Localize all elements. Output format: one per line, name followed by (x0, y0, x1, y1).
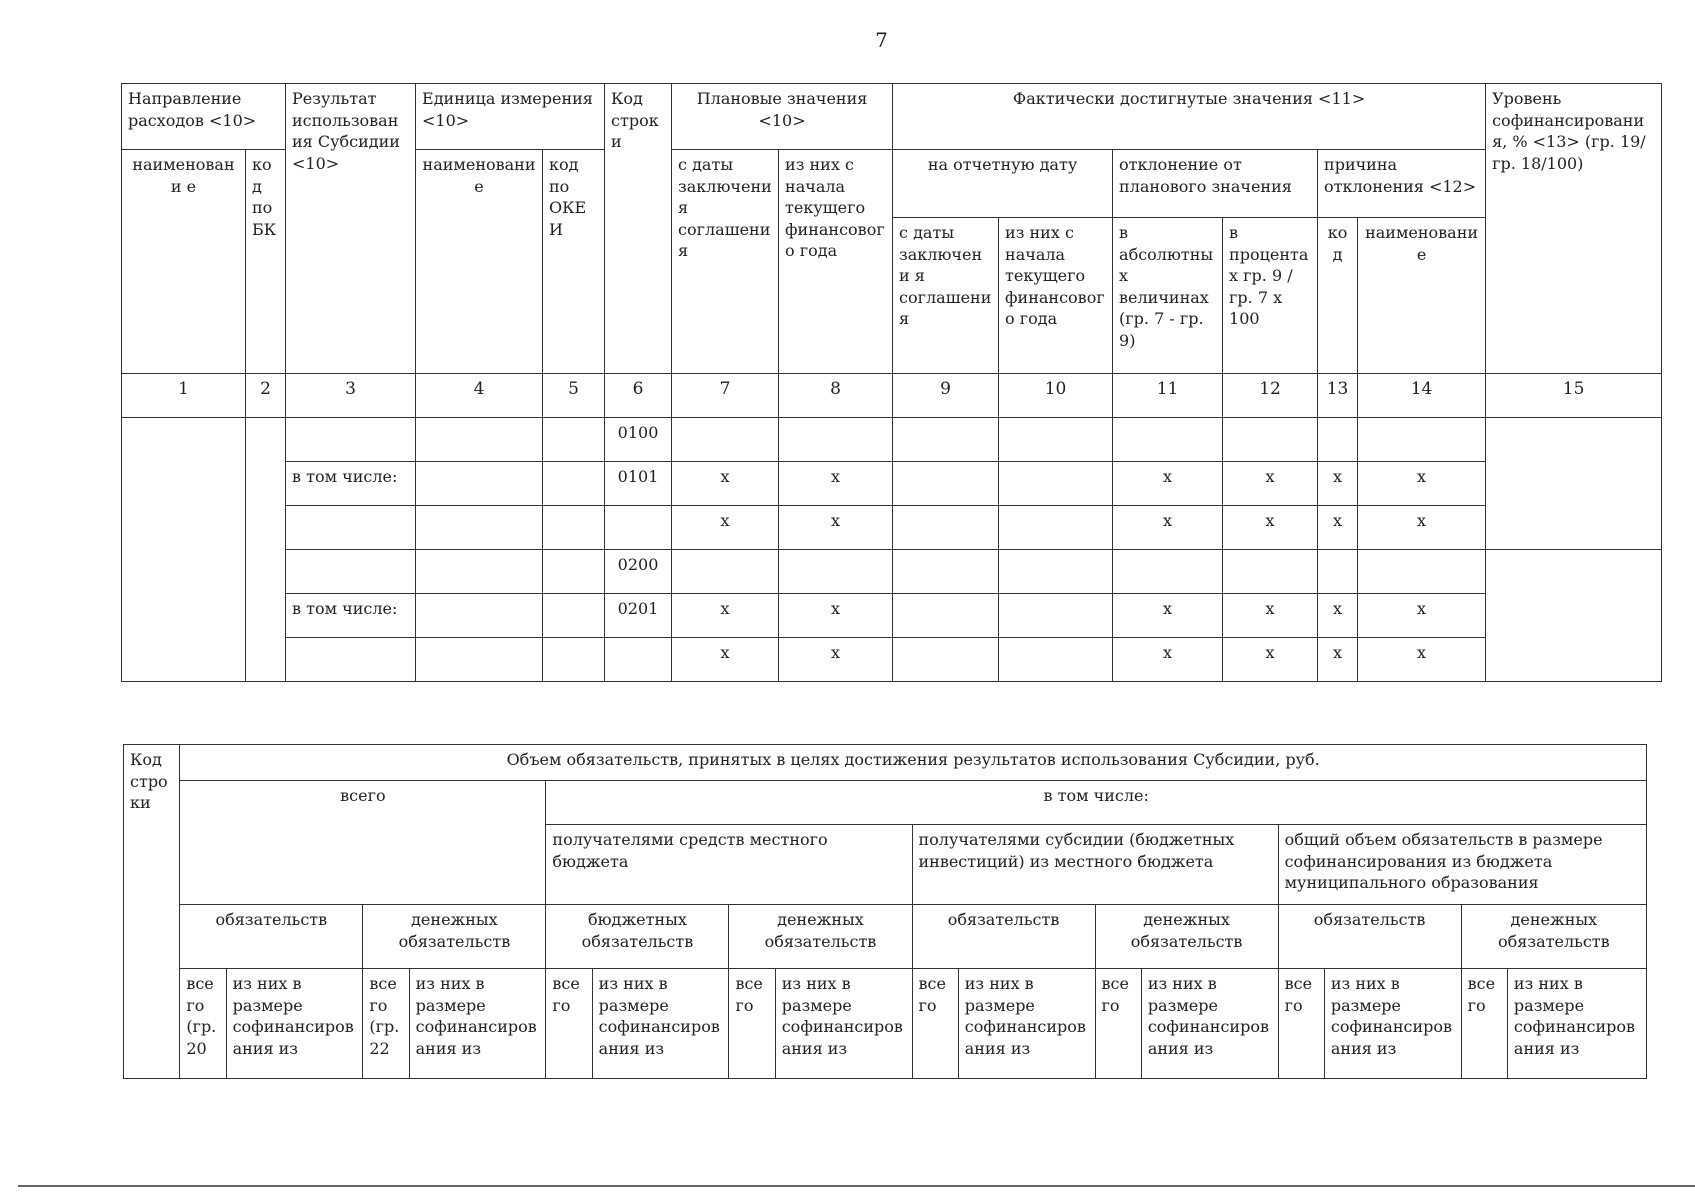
col-number: 6 (605, 374, 672, 418)
cell-actual-agreement (893, 418, 999, 462)
cell-actual-agreement (893, 594, 999, 638)
cell-cofin-level (1486, 550, 1662, 682)
cell-deviation-abs (1113, 550, 1223, 594)
header-direction-code: ко д по БК (246, 150, 286, 374)
table-row (122, 594, 1662, 638)
cell-actual-agreement (893, 506, 999, 550)
header-of-which-cofin: из них в размере софинансиров ания из (226, 969, 363, 1079)
cell-line-code: 0201 (605, 594, 672, 638)
table-row (122, 506, 1662, 550)
cell-deviation-abs: x (1113, 506, 1223, 550)
header-of-which-cofin: из них в размере софинансиров ания из (1324, 969, 1461, 1079)
header-cofin-level: Уровень софинансировани я, % <13> (гр. 19/гр. 18/100) (1486, 84, 1662, 374)
cell-unit-code (543, 462, 605, 506)
cell-unit-name (416, 418, 543, 462)
header-deviation-pct: в процента х гр. 9 / гр. 7 x 100 (1223, 218, 1318, 374)
cell-result: в том числе: (286, 462, 416, 506)
col-number: 3 (286, 374, 416, 418)
header-subsidy-recipients: получателями субсидии (бюджетных инвестиций) из местного бюджета (912, 825, 1278, 905)
col-number: 5 (543, 374, 605, 418)
cell-line-code: 0101 (605, 462, 672, 506)
col-number: 2 (246, 374, 286, 418)
cell-deviation-abs (1113, 418, 1223, 462)
header-total-obligations: обязательств (180, 905, 363, 969)
cell-deviation-pct: x (1223, 506, 1318, 550)
header-cofin-total: общий объем обязательств в размере софинансирования из бюджета муниципального образования (1278, 825, 1646, 905)
cell-deviation-abs: x (1113, 594, 1223, 638)
col-number: 13 (1318, 374, 1358, 418)
cell-line-code: 0100 (605, 418, 672, 462)
col-number: 15 (1486, 374, 1662, 418)
cell-result: в том числе: (286, 594, 416, 638)
cell-deviation-abs: x (1113, 462, 1223, 506)
cell-unit-code (543, 638, 605, 682)
header-deviation: отклонение от планового значения (1113, 150, 1318, 218)
cell-unit-name (416, 550, 543, 594)
header-total-short: все го (912, 969, 958, 1079)
cell-planned-agreement: x (672, 506, 779, 550)
header-of-which-cofin: из них в размере софинансиров ания из (775, 969, 912, 1079)
cell-line-code (605, 506, 672, 550)
cell-unit-name (416, 594, 543, 638)
col-number: 10 (999, 374, 1113, 418)
cell-actual-fy (999, 506, 1113, 550)
header-result: Результат использован ия Субсидии <10> (286, 84, 416, 374)
cell-line-code: 0200 (605, 550, 672, 594)
cell-reason-name (1358, 550, 1486, 594)
col-number: 8 (779, 374, 893, 418)
cell-unit-code (543, 550, 605, 594)
table-row (122, 638, 1662, 682)
cell-actual-fy (999, 418, 1113, 462)
header-total-gr22: все го (гр. 22 (363, 969, 409, 1079)
cell-unit-code (543, 418, 605, 462)
cell-unit-name (416, 638, 543, 682)
bottom-divider (18, 1185, 1695, 1187)
header-unit: Единица измерения <10> (416, 84, 605, 150)
cell-planned-fy (779, 550, 893, 594)
header-total: всего (180, 781, 546, 905)
cell-planned-fy: x (779, 638, 893, 682)
header-reason: причина отклонения <12> (1318, 150, 1486, 218)
header-deviation-abs: в абсолютны х величинах (гр. 7 - гр. 9) (1113, 218, 1223, 374)
cell-planned-fy: x (779, 462, 893, 506)
cell-deviation-pct: x (1223, 462, 1318, 506)
header-unit-name: наименовани е (416, 150, 543, 374)
cell-reason-code: x (1318, 506, 1358, 550)
table-row (122, 462, 1662, 506)
header-of-which-cofin: из них в размере софинансиров ания из (592, 969, 729, 1079)
cell-reason-name: x (1358, 594, 1486, 638)
cell-planned-fy: x (779, 506, 893, 550)
cell-direction-code (246, 418, 286, 682)
header-planned-from-agreement: с даты заключени я соглашени я (672, 150, 779, 374)
cell-result (286, 506, 416, 550)
cell-actual-fy (999, 594, 1113, 638)
cell-planned-agreement: x (672, 462, 779, 506)
header-budget-recipients: получателями средств местного бюджета (546, 825, 912, 905)
cell-planned-agreement: x (672, 594, 779, 638)
header-total-gr20: все го (гр. 20 (180, 969, 226, 1079)
header-reason-code: ко д (1318, 218, 1358, 374)
obligations-table (123, 744, 1647, 1079)
cell-actual-agreement (893, 638, 999, 682)
header-total-short: все го (729, 969, 775, 1079)
cell-actual-agreement (893, 462, 999, 506)
table-row (122, 550, 1662, 594)
header-planned-from-fy: из них с начала текущего финансовог о года (779, 150, 893, 374)
cell-actual-agreement (893, 550, 999, 594)
cell-deviation-pct (1223, 418, 1318, 462)
cell-reason-name: x (1358, 462, 1486, 506)
header-reason-name: наименовани е (1358, 218, 1486, 374)
page-number: 7 (875, 28, 888, 52)
cell-reason-code: x (1318, 594, 1358, 638)
cell-planned-agreement: x (672, 638, 779, 682)
header-planned: Плановые значения <10> (672, 84, 893, 150)
header-volume-title: Объем обязательств, принятых в целях достижения результатов использования Субсидии, руб. (180, 745, 1647, 781)
cell-cofin-level (1486, 418, 1662, 550)
header-cofin-monetary: денежных обязательств (1461, 905, 1646, 969)
cell-reason-code: x (1318, 638, 1358, 682)
cell-direction-name (122, 418, 246, 682)
cell-planned-fy: x (779, 594, 893, 638)
header-actual-from-agreement: с даты заключени я соглашени я (893, 218, 999, 374)
header-total-short: все го (546, 969, 592, 1079)
cell-reason-name (1358, 418, 1486, 462)
cell-deviation-pct: x (1223, 594, 1318, 638)
header-of-which-cofin: из них в размере софинансиров ания из (1141, 969, 1278, 1079)
header-subsidy-obligations: обязательств (912, 905, 1095, 969)
table-row (122, 418, 1662, 462)
col-number: 9 (893, 374, 999, 418)
col-number: 14 (1358, 374, 1486, 418)
header-total-short: все го (1461, 969, 1507, 1079)
col-number: 4 (416, 374, 543, 418)
cell-reason-code (1318, 418, 1358, 462)
cell-line-code (605, 638, 672, 682)
cell-reason-name: x (1358, 506, 1486, 550)
cell-unit-code (543, 594, 605, 638)
header-total-short: все го (1278, 969, 1324, 1079)
header-actual-at-date: на отчетную дату (893, 150, 1113, 218)
cell-planned-agreement (672, 550, 779, 594)
col-number: 11 (1113, 374, 1223, 418)
results-table (121, 83, 1662, 682)
cell-result (286, 638, 416, 682)
cell-reason-code (1318, 550, 1358, 594)
header-line-code: Код строк и (605, 84, 672, 374)
cell-actual-fy (999, 550, 1113, 594)
cell-deviation-abs: x (1113, 638, 1223, 682)
header-of-which-cofin: из них в размере софинансиров ания из (1507, 969, 1646, 1079)
col-number: 7 (672, 374, 779, 418)
header-direction-name: наименовани е (122, 150, 246, 374)
header-actual-from-fy: из них с начала текущего финансовог о года (999, 218, 1113, 374)
col-number: 1 (122, 374, 246, 418)
header-including: в том числе: (546, 781, 1647, 825)
header-budget-monetary: денежных обязательств (729, 905, 912, 969)
cell-reason-code: x (1318, 462, 1358, 506)
cell-unit-code (543, 506, 605, 550)
cell-reason-name: x (1358, 638, 1486, 682)
header-total-short: все го (1095, 969, 1141, 1079)
header-subsidy-monetary: денежных обязательств (1095, 905, 1278, 969)
header-total-monetary: денежных обязательств (363, 905, 546, 969)
cell-deviation-pct: x (1223, 638, 1318, 682)
cell-unit-name (416, 506, 543, 550)
header-of-which-cofin: из них в размере софинансиров ания из (958, 969, 1095, 1079)
cell-result (286, 550, 416, 594)
cell-result (286, 418, 416, 462)
cell-deviation-pct (1223, 550, 1318, 594)
header-actual: Фактически достигнутые значения <11> (893, 84, 1486, 150)
cell-unit-name (416, 462, 543, 506)
cell-actual-fy (999, 638, 1113, 682)
header-unit-code: код по ОКЕ И (543, 150, 605, 374)
header-budget-obligations: бюджетных обязательств (546, 905, 729, 969)
col-number: 12 (1223, 374, 1318, 418)
header-of-which-cofin: из них в размере софинансиров ания из (409, 969, 546, 1079)
cell-actual-fy (999, 462, 1113, 506)
cell-planned-fy (779, 418, 893, 462)
cell-planned-agreement (672, 418, 779, 462)
header-line-code-2: Код стро ки (124, 745, 180, 1079)
header-direction: Направление расходов <10> (122, 84, 286, 150)
header-cofin-obligations: обязательств (1278, 905, 1461, 969)
